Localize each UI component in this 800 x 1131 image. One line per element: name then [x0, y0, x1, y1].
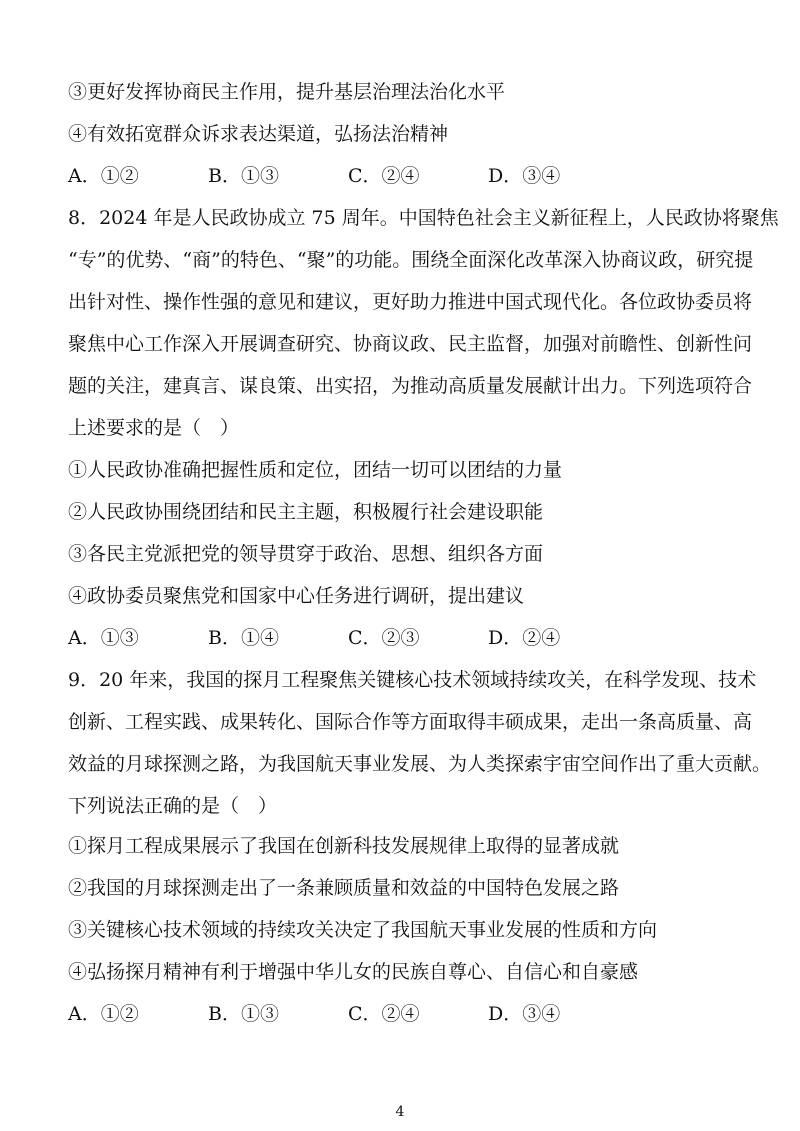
q7-choice-c: C．②④ — [348, 165, 420, 187]
q9-answer-choices — [68, 1001, 748, 1027]
q8-choice-d: D．②④ — [488, 627, 561, 649]
q7-choice-d: D．③④ — [488, 165, 561, 187]
q8-stem-line: 聚焦中心工作深入开展调查研究、协商议政、民主监督，加强对前瞻性、创新性问 — [68, 333, 753, 355]
q8-choice-b: B．①④ — [208, 627, 279, 649]
q8-option-2: ②人民政协围绕团结和民主主题，积极履行社会建设职能 — [68, 501, 544, 523]
q8-stem-line: 8．2024 年是人民政协成立 75 周年。中国特色社会主义新征程上，人民政协将聚焦 — [68, 207, 779, 229]
q9-stem-line: 效益的月球探测之路，为我国航天事业发展、为人类探索宇宙空间作出了重大贡献。 — [68, 753, 772, 775]
q8-stem-line: “专”的优势、“商”的特色、“聚”的功能。围绕全面深化改革深入协商议政，研究提 — [68, 249, 754, 271]
q9-stem-line: 创新、工程实践、成果转化、国际合作等方面取得丰硕成果，走出一条高质量、高 — [68, 711, 753, 733]
q9-choice-a: A．①② — [68, 1003, 139, 1025]
page-number: 4 — [395, 1104, 405, 1120]
q8-option-1: ①人民政协准确把握性质和定位，团结一切可以团结的力量 — [68, 459, 563, 481]
q7-option-4: ④有效拓宽群众诉求表达渠道，弘扬法治精神 — [68, 123, 449, 145]
q8-stem — [68, 205, 779, 441]
q8-choice-a: A．①③ — [68, 627, 139, 649]
q9-option-4: ④弘扬探月精神有利于增强中华儿女的民族自尊心、自信心和自豪感 — [68, 961, 639, 983]
q8-option-4: ④政协委员聚焦党和国家中心任务进行调研，提出建议 — [68, 585, 525, 607]
q9-stem — [68, 667, 772, 819]
q9-option-1: ①探月工程成果展示了我国在创新科技发展规律上取得的显著成就 — [68, 835, 620, 857]
q7-answer-choices — [68, 163, 748, 189]
q9-choice-b: B．①③ — [208, 1003, 279, 1025]
q7-option-3: ③更好发挥协商民主作用，提升基层治理法治化水平 — [68, 81, 506, 103]
q9-stem-line: 9．20 年来，我国的探月工程聚焦关键核心技术领域持续攻关，在科学发现、技术 — [68, 669, 757, 691]
q8-stem-line: 题的关注，建真言、谋良策、出实招，为推动高质量发展献计出力。下列选项符合 — [68, 375, 753, 397]
q7-choice-a: A．①② — [68, 165, 139, 187]
q9-choice-d: D．③④ — [488, 1003, 561, 1025]
q8-stem-line: 出针对性、操作性强的意见和建议，更好助力推进中国式现代化。各位政协委员将 — [68, 291, 753, 313]
q9-option-3: ③关键核心技术领域的持续攻关决定了我国航天事业发展的性质和方向 — [68, 919, 658, 941]
q9-stem-line: 下列说法正确的是（ ） — [68, 795, 278, 817]
q8-answer-choices — [68, 625, 748, 651]
q8-option-3: ③各民主党派把党的领导贯穿于政治、思想、组织各方面 — [68, 543, 544, 565]
q8-stem-line: 上述要求的是（ ） — [68, 417, 240, 439]
q9-choice-c: C．②④ — [348, 1003, 420, 1025]
q8-choice-c: C．②③ — [348, 627, 420, 649]
q7-choice-b: B．①③ — [208, 165, 279, 187]
q9-option-2: ②我国的月球探测走出了一条兼顾质量和效益的中国特色发展之路 — [68, 877, 620, 899]
